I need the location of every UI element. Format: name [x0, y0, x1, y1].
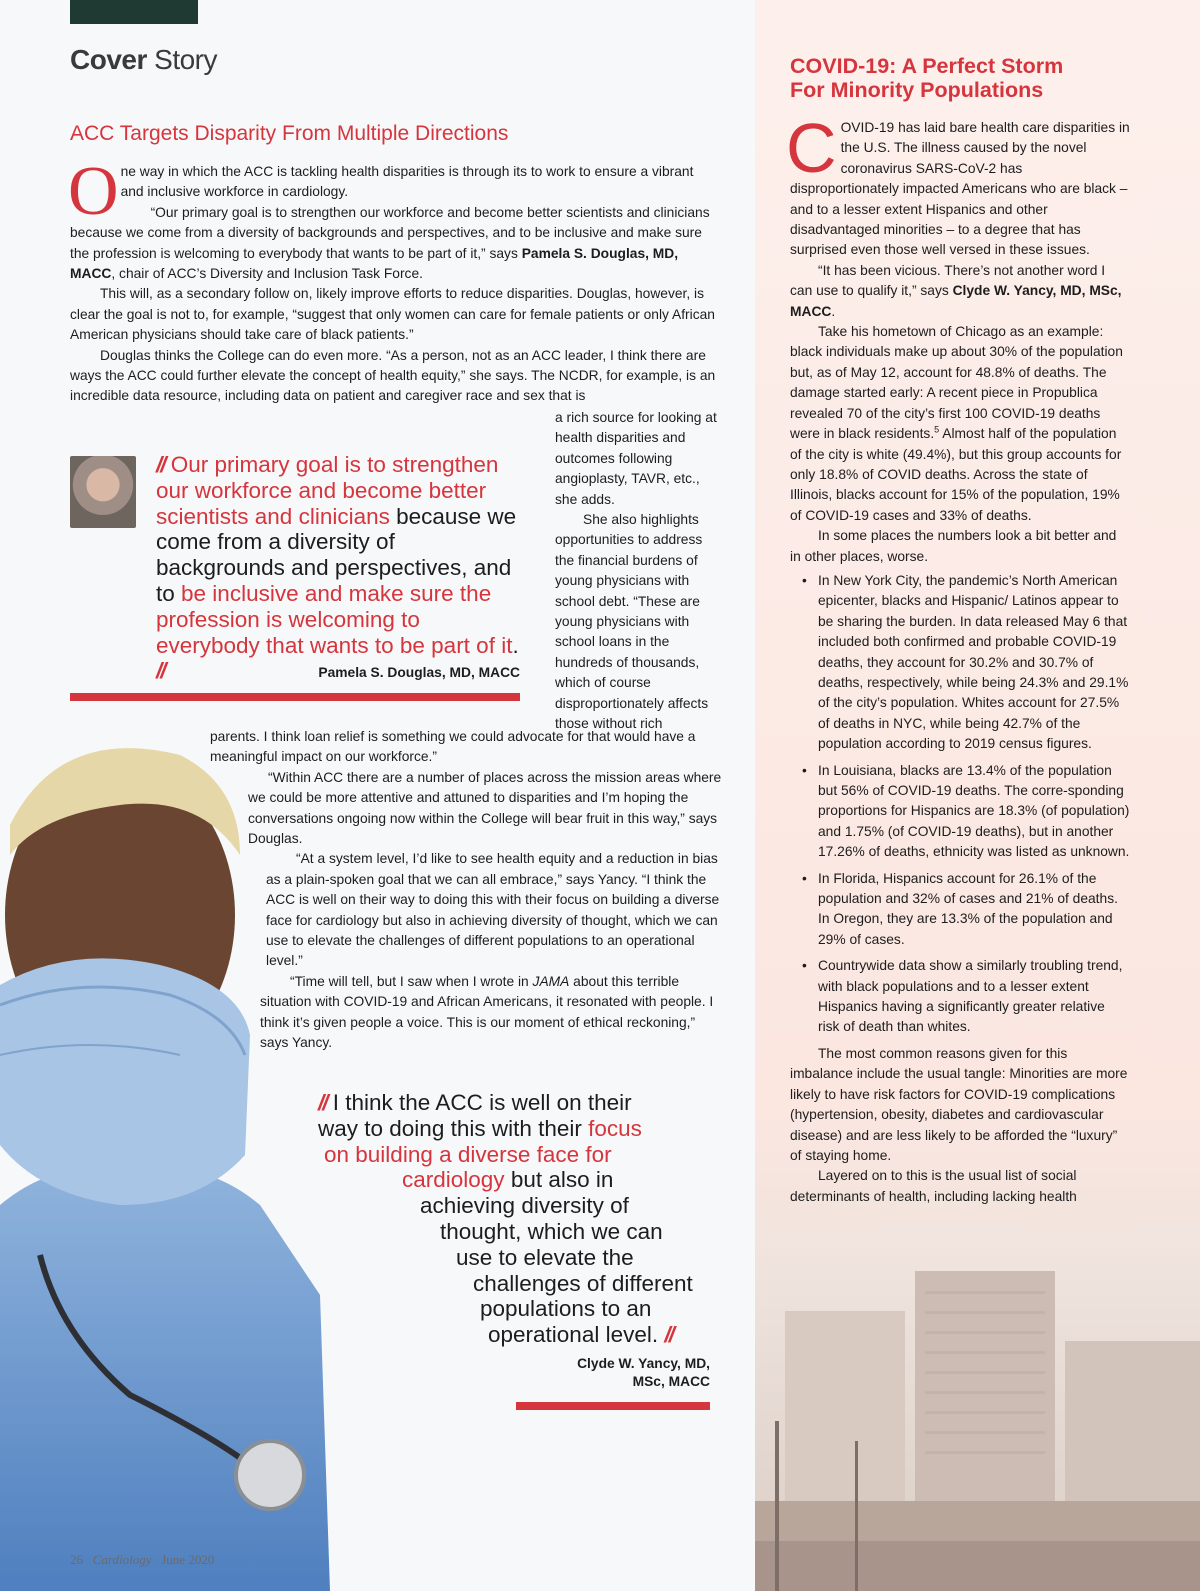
- section-label-rest: Story: [146, 44, 218, 75]
- person-name: Pamela S. Douglas, MD, MACC: [70, 245, 679, 282]
- quote-line: [318, 1322, 718, 1348]
- sidebar-paragraph: [790, 322, 1130, 526]
- quote-attribution: Pamela S. Douglas, MD, MACC: [318, 665, 520, 680]
- quote-text: but also in: [504, 1167, 614, 1193]
- paragraph-text: ne way in which the ACC is tackling health disparities is through its to work to ensure a vibrant and inclusive workforce in cardiology.: [120, 164, 694, 200]
- quote-highlight: Our primary goal is to strengthen our workforce and become better scientists and clinicians: [156, 452, 499, 529]
- drop-cap: O: [68, 153, 119, 230]
- article-paragraph: “Within ACC there are a number of places across the mission areas where we could be more attentive and attuned to disparities and I’m hoping the conversations ongoing now within the College will bear fruit in this way,” says Douglas.: [248, 769, 722, 847]
- quote-mark-icon: //: [156, 452, 165, 477]
- list-item: • In Louisiana, blacks are 13.4% of the population but 56% of COVID-19 deaths. The corre-sponding proportions for Hispanics are 18.3% (of population) and 1.75% (of COVID-19 deaths), but in another 17.26% of deaths, ethnicity was listed as unknown.: [818, 761, 1130, 863]
- magazine-name: Cardiology: [92, 1552, 152, 1567]
- quote-mark-icon: //: [156, 658, 165, 684]
- article-paragraph: [70, 203, 718, 285]
- article-paragraph: “At a system level, I’d like to see health equity and a reduction in bias as a plain-spoken goal that we can all embrace,” says Yancy. “I think the ACC is well on their way to doing this with their focus on building a diverse face for cardiology but also in achieving diversity of thought, which we can use to elevate the challenges of different populations to an operational level.”: [266, 851, 720, 969]
- quote-text: .: [512, 632, 519, 658]
- article-paragraph: parents. I think loan relief is something we could advocate for that would have a meaningful impact on our workforce.”: [210, 729, 696, 765]
- quote-highlight: be inclusive and make sure the profession is welcoming to everybody that wants to be part of it: [156, 580, 513, 658]
- article-narrow-column: [555, 408, 721, 735]
- article-title: ACC Targets Disparity From Multiple Directions: [70, 122, 509, 145]
- quote-line: [318, 1167, 718, 1193]
- paragraph-text: about this terrible situation with COVID-19 and African Americans, it resonated with people. I think it’s given people a voice. This is our moment of ethical reckoning,” says Yancy.: [260, 973, 714, 1051]
- quote-line: [318, 1116, 718, 1142]
- paragraph-text: OVID-19 has laid bare health care disparities in the U.S. The illness caused by the novel coronavirus SARS-CoV-2 has disproportionately impacted Americans who are black – and to a lesser extent Hispanics and other disadvantaged minorities – to a degree that has surprised even those well versed in these issues.: [790, 120, 1130, 258]
- quote-text: I think the ACC is well on their: [326, 1090, 632, 1115]
- sidebar-paragraph: In some places the numbers look a bit better and in other places, worse.: [790, 528, 1117, 564]
- quote-line: [318, 1142, 718, 1168]
- quote-mark-icon: //: [318, 1090, 327, 1115]
- quote-line: thought, which we can: [440, 1218, 663, 1244]
- attribution-line: Clyde W. Yancy, MD,: [577, 1356, 710, 1371]
- quote-highlight: on building a diverse face for: [324, 1141, 612, 1167]
- sidebar-title-line: COVID-19: A Perfect Storm: [790, 54, 1064, 78]
- article-paragraph: She also highlights opportunities to address the financial burdens of young physicians with school debt. “These are young physicians with school loans in the hundreds of thousands, which of course disproportionately affects those without rich: [555, 512, 709, 732]
- quote-divider: [516, 1402, 710, 1410]
- sidebar-paragraph: [786, 109, 1130, 261]
- quote-line: challenges of different: [473, 1270, 693, 1296]
- list-item: • Countrywide data show a similarly troubling trend, with black populations and to a lesser extent Hispanics having a significantly greater relative risk of death than whites.: [818, 956, 1130, 1038]
- city-skyline-image: [755, 1251, 1200, 1591]
- doctor-photo: [0, 735, 330, 1591]
- issue-date: June 2020: [161, 1552, 215, 1567]
- paragraph-text: “It has been vicious. There’s not another word I can use to qualify it,” says: [790, 262, 1106, 299]
- header-color-bar: [70, 0, 198, 24]
- list-item: • In Florida, Hispanics account for 26.1% of the population and 32% of cases and 21% of deaths. In Oregon, they are 13.3% of the population and 29% of cases.: [818, 869, 1130, 951]
- article-paragraph: This will, as a secondary follow on, likely improve efforts to reduce disparities. Douglas, however, is clear the goal is not to, for example, “suggest that only women can care for female patients or only African American physicians should take care of black patients.”: [70, 286, 715, 343]
- quote-highlight: focus: [588, 1115, 642, 1141]
- paragraph-text: Almost half of the population of the city is white (49.4%), but this group accounts for only 18.8% of COVID deaths. Across the state of Illinois, blacks account for 15% of the population, 19% of COVID-19 cases and 33% of deaths.: [790, 426, 1122, 523]
- sidebar-title-line: For Minority Populations: [790, 78, 1044, 102]
- journal-name: JAMA: [532, 973, 570, 989]
- quote-highlight: cardiology: [402, 1167, 505, 1193]
- article-intro: [68, 153, 718, 407]
- footnote-ref: 5: [934, 424, 940, 435]
- pull-quote-douglas: [70, 452, 525, 684]
- sidebar-bullet-list: [790, 571, 1130, 1038]
- section-label-bold: Cover: [70, 44, 147, 75]
- section-label: [70, 44, 217, 76]
- paragraph-text: Take his hometown of Chicago as an example: black individuals make up about 30% of the population but, as of May 12, account for 48.8% of deaths. The damage started early: A recent piece in Propublica revealed 70 of the city’s first 100 COVID-19 deaths were in black residents.: [790, 324, 1123, 442]
- quote-text: way to doing this with their: [318, 1115, 589, 1141]
- quote-mark-icon: //: [664, 1322, 673, 1348]
- attribution-line: MSc, MACC: [632, 1374, 710, 1389]
- sidebar-paragraph: [790, 261, 1130, 322]
- sidebar-paragraph: Layered on to this is the usual list of social determinants of health, including lacking health: [790, 1168, 1077, 1204]
- quote-line: [318, 1090, 718, 1116]
- paragraph-text: , chair of ACC’s Diversity and Inclusion Task Force.: [111, 266, 423, 282]
- page-number: 26: [70, 1552, 83, 1567]
- pull-quote-yancy: [318, 1090, 718, 1348]
- sidebar-paragraph: The most common reasons given for this imbalance include the usual tangle: Minorities are more likely to have risk factors for COVID-19 complications (hypertension, obesity, diabetes and cardiovascular disease) and are less likely to be afforded the “luxury” of staying home.: [790, 1045, 1128, 1163]
- sidebar-body: [786, 109, 1130, 1207]
- paragraph-text: .: [831, 303, 836, 319]
- paragraph-text: “Our primary goal is to strengthen our workforce and become better scientists and clinicians because we come from a diversity of backgrounds and perspectives, and to be inclusive and make sure the profession is welcoming to everybody that wants to be part of it,” says: [70, 204, 710, 261]
- quote-attribution: [470, 1355, 710, 1391]
- paragraph-text: “Time will tell, but I saw when I wrote in: [290, 973, 533, 989]
- article-paragraph: a rich source for looking at health disparities and outcomes following angioplasty, TAVR, etc., she adds.: [555, 410, 717, 507]
- quote-line: populations to an: [480, 1296, 652, 1322]
- quote-line: achieving diversity of: [420, 1193, 629, 1219]
- person-name: Clyde W. Yancy, MD, MSc, MACC: [790, 283, 1122, 319]
- quote-text: operational level.: [488, 1322, 659, 1348]
- article-paragraph: Douglas thinks the College can do even more. “As a person, not as an ACC leader, I think there are ways the ACC could further elevate the concept of health equity,” she says. The NCDR, for example, is an incredible data resource, including data on patient and caregiver race and sex that is: [70, 347, 716, 404]
- page-folio: [70, 1552, 214, 1568]
- drop-cap: C: [786, 109, 837, 187]
- quote-text: because we come from a diversity of backgrounds and perspectives, and to: [156, 503, 517, 606]
- article-paragraph: [68, 153, 718, 230]
- list-item: • In New York City, the pandemic’s North American epicenter, blacks and Hispanic/ Latinos appear to be sharing the burden. In data released May 6 that included both confirmed and probable COVID-19 deaths, they account for 30.2% and 30.7% of deaths, respectively, while being 24.3% and 29.1% of the city’s population. Whites account for 27.5% of deaths in NYC, while being 42.7% of the population according to 2019 census figures.: [818, 571, 1130, 755]
- sidebar-title: [790, 54, 1170, 102]
- quote-line: use to elevate the: [456, 1244, 634, 1270]
- quote-divider: [70, 693, 520, 701]
